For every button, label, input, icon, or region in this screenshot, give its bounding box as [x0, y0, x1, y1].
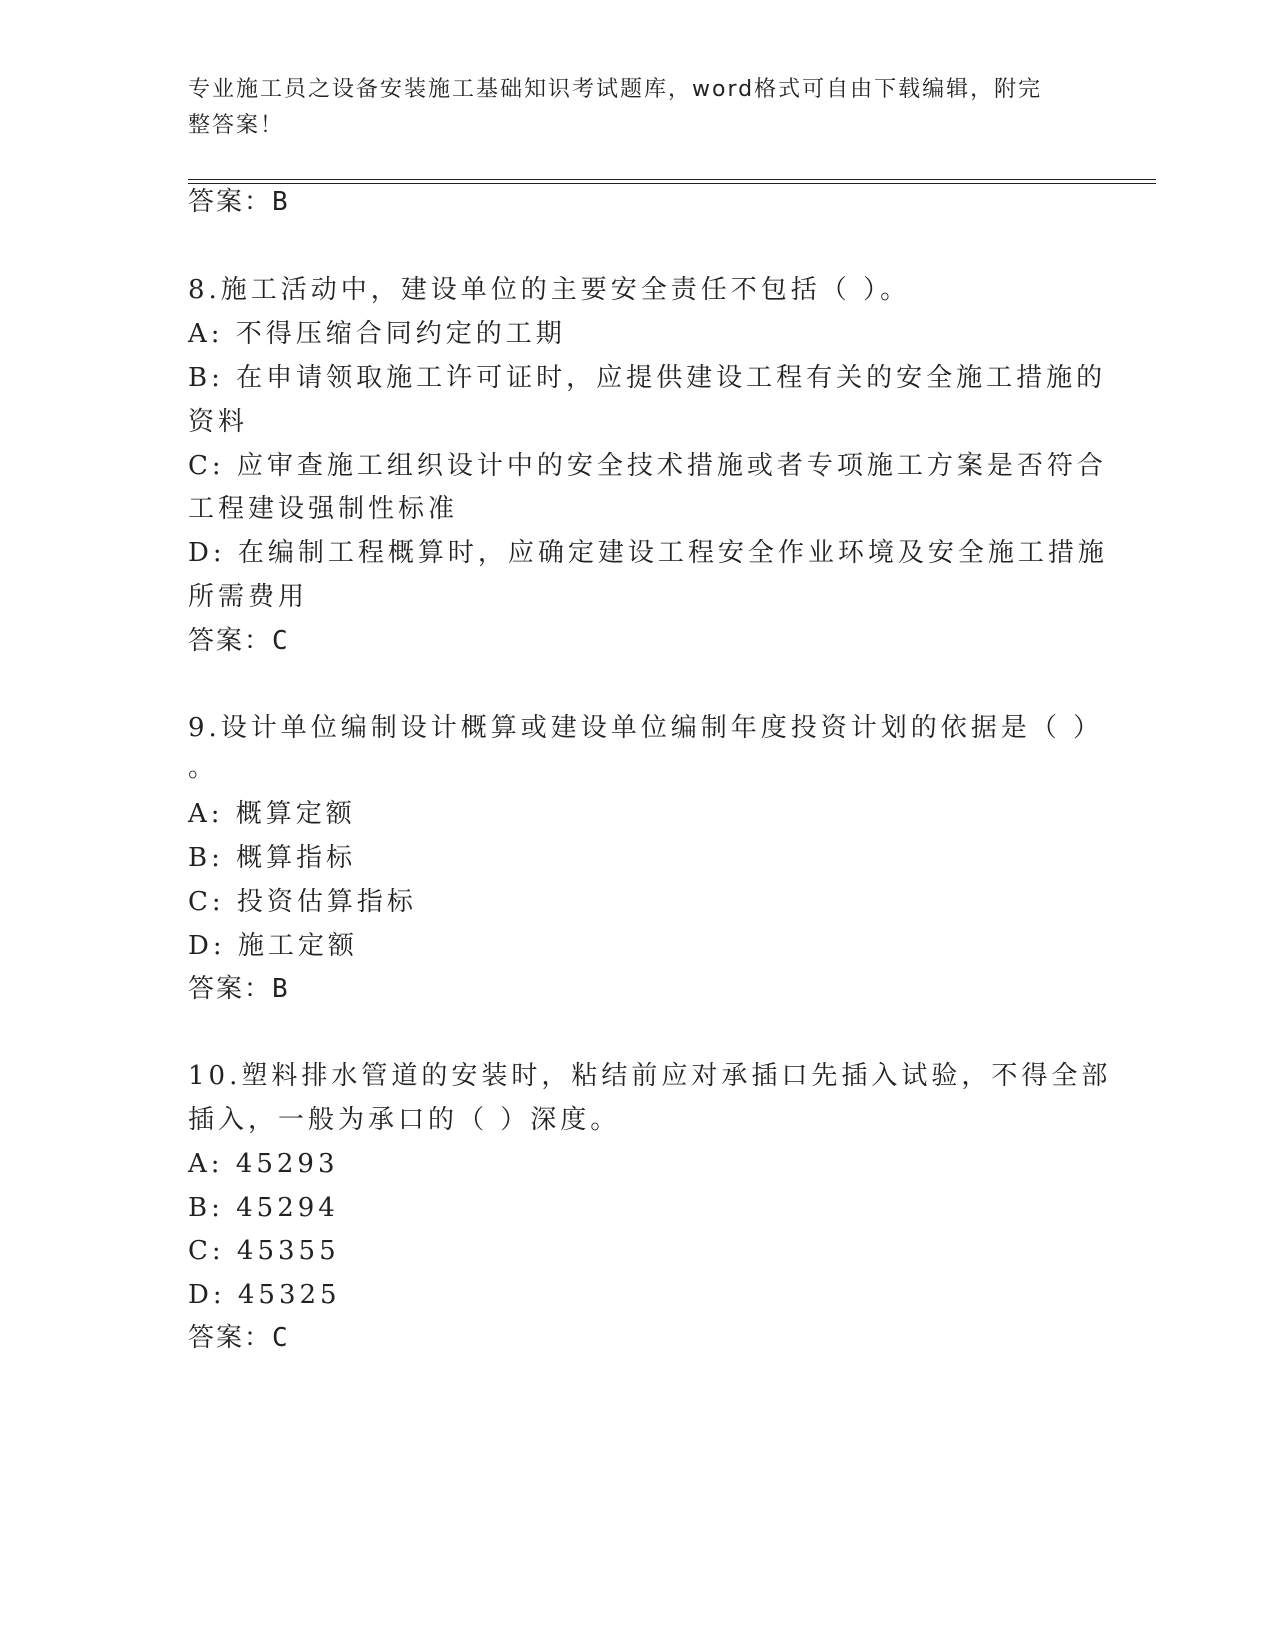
question-9-stem: 9.设计单位编制设计概算或建设单位编制年度投资计划的依据是（ ） — [188, 713, 1104, 743]
answer-q10: 答案：C — [188, 1323, 290, 1353]
header-line-1: 专业施工员之设备安装施工基础知识考试题库，word格式可自由下载编辑，附完 — [188, 77, 1043, 102]
document-header — [188, 72, 1068, 144]
question-8-option-d-cont: 所需费用 — [188, 582, 309, 612]
answer-q9: 答案：B — [188, 974, 290, 1004]
question-8-stem: 8.施工活动中，建设单位的主要安全责任不包括（ ）。 — [188, 275, 911, 305]
question-9-option-c: C: 投资估算指标 — [188, 887, 417, 917]
answer-q8: 答案：C — [188, 626, 290, 656]
question-10-option-b: B: 45294 — [188, 1193, 339, 1223]
question-8-option-d: D: 在编制工程概算时，应确定建设工程安全作业环境及安全施工措施 — [188, 538, 1108, 568]
question-10-stem-cont: 插入，一般为承口的（ ）深度。 — [188, 1105, 621, 1135]
question-8-option-b: B: 在申请领取施工许可证时，应提供建设工程有关的安全施工措施的 — [188, 363, 1107, 393]
question-9-option-b: B: 概算指标 — [188, 843, 357, 873]
question-10-option-a: A: 45293 — [188, 1149, 339, 1179]
question-8-option-b-cont: 资料 — [188, 407, 249, 437]
question-10-option-d: D: 45325 — [188, 1280, 341, 1310]
answer-q7: 答案：B — [188, 187, 290, 217]
question-9-stem-cont: 。 — [188, 753, 219, 783]
header-divider-top — [188, 179, 1156, 180]
question-8-option-a: A: 不得压缩合同约定的工期 — [188, 319, 566, 349]
header-divider-bottom — [188, 183, 1156, 184]
question-8-option-c-cont: 工程建设强制性标准 — [188, 494, 459, 524]
header-line-2: 整答案！ — [188, 113, 285, 138]
question-9-option-a: A: 概算定额 — [188, 799, 356, 829]
question-10-option-c: C: 45355 — [188, 1236, 340, 1266]
question-9-option-d: D: 施工定额 — [188, 931, 358, 961]
question-8-option-c: C: 应审查施工组织设计中的安全技术措施或者专项施工方案是否符合 — [188, 451, 1107, 481]
question-10-stem: 10.塑料排水管道的安装时，粘结前应对承插口先插入试验，不得全部 — [188, 1061, 1112, 1091]
